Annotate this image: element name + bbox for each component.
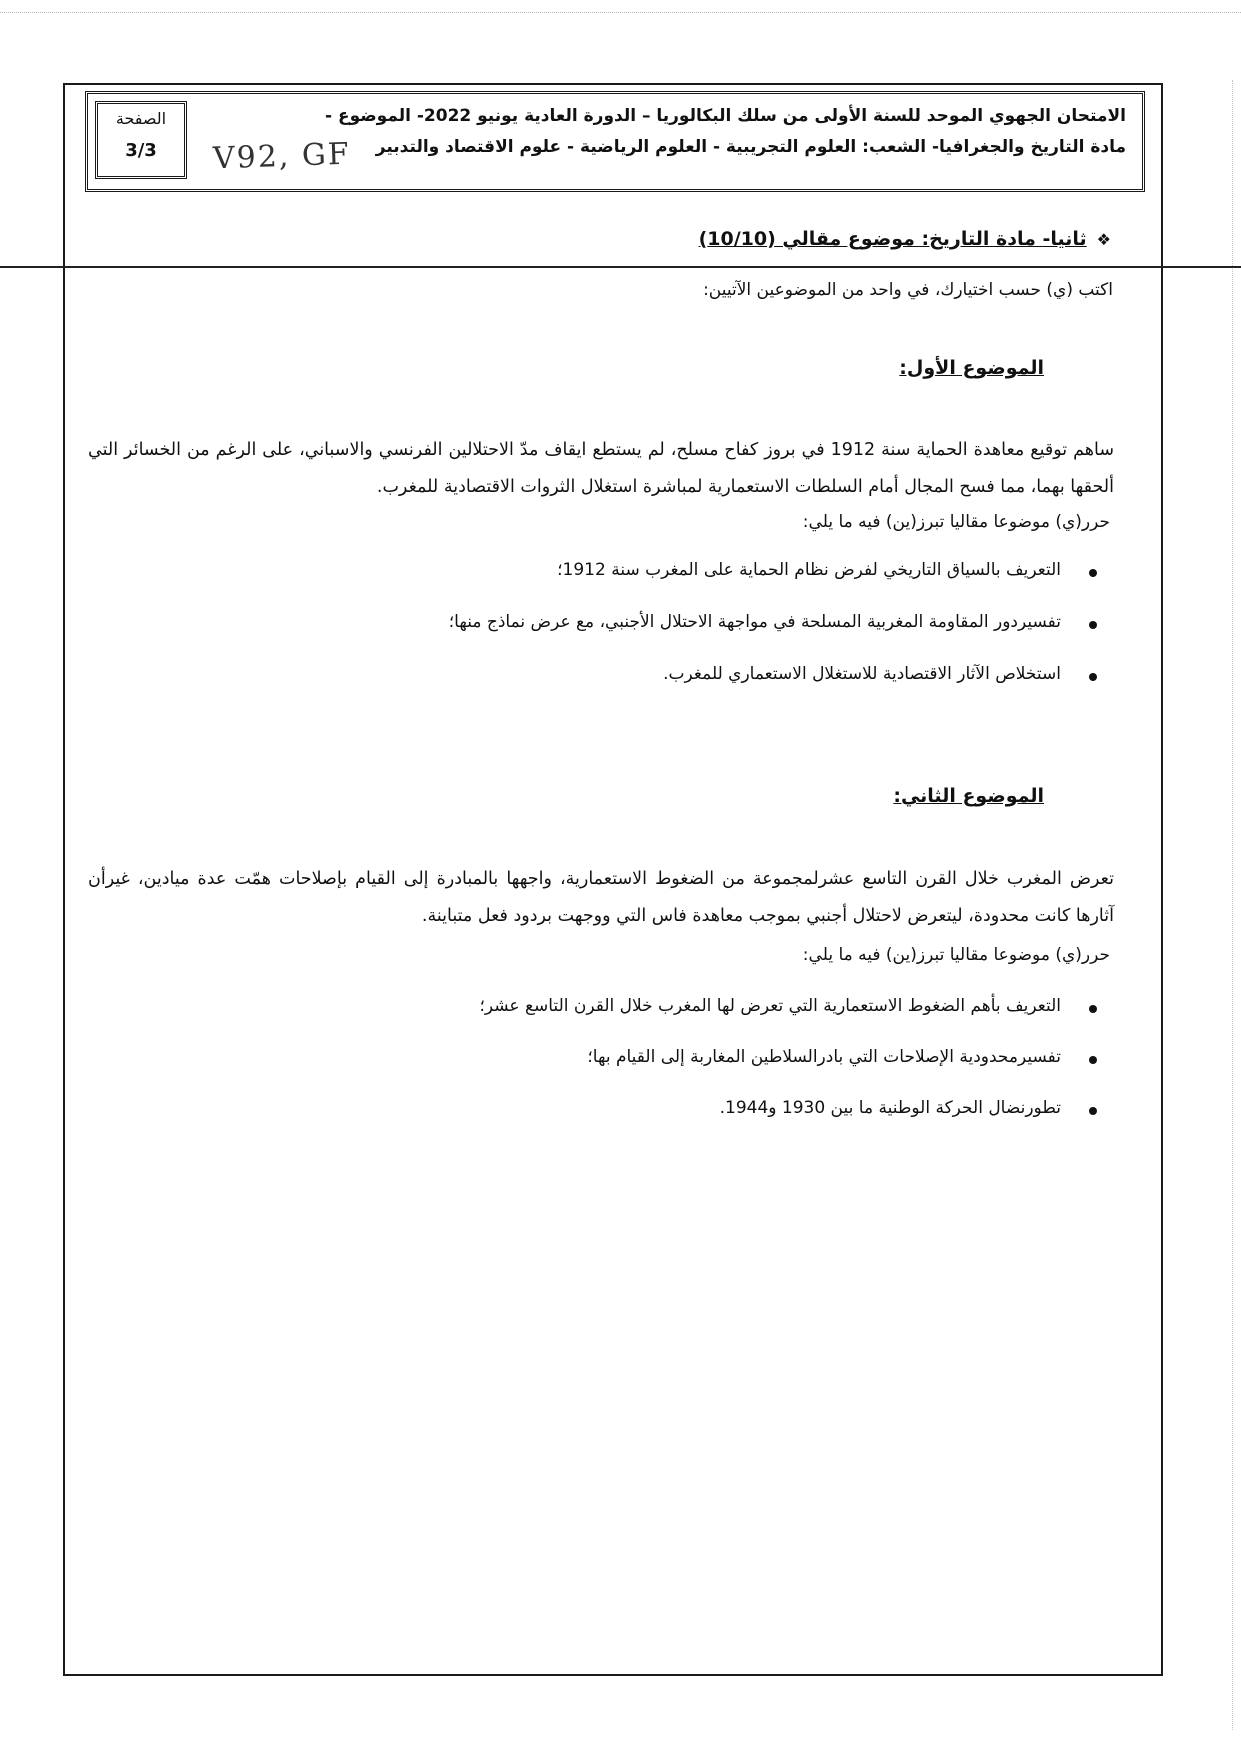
bullet-dot-icon [1089, 1005, 1097, 1013]
topic-2-prompt: حرر(ي) موضوعا مقاليا تبرز(ين) فيه ما يلي: [802, 945, 1110, 965]
list-item [449, 560, 1061, 612]
diamond-bullet-icon: ❖ [1096, 230, 1111, 249]
topic-1-prompt: حرر(ي) موضوعا مقاليا تبرز(ين) فيه ما يلي: [802, 512, 1110, 532]
bullet-dot-icon [1089, 1056, 1097, 1064]
handwritten-code: V92, GF [212, 136, 352, 177]
page-label: الصفحة [115, 109, 167, 128]
section-title-text: ثانيا- مادة التاريخ: موضوع مقالي (10/10) [698, 228, 1087, 250]
topic-2-paragraph: تعرض المغرب خلال القرن التاسع عشرلمجموعة من الضغوط الاستعمارية، واجهها بالمبادرة إلى القيام بإصلاحات همّت عدة ميادين، غيرأن آثارها كانت محدودة، ليتعرض لاحتلال أجنبي بموجب معاهدة فاس التي ووجهت بردود فعل متباينة. [88, 869, 1114, 926]
header-line-2: مادة التاريخ والجغرافيا- الشعب: العلوم التجريبية - العلوم الرياضية - علوم الاقتصاد والتدبير [375, 137, 1126, 157]
topic-2-bullets [479, 996, 1061, 1149]
page-number: 3/3 [125, 140, 157, 161]
bullet-dot-icon [1089, 621, 1097, 629]
bullet-dot-icon [1089, 569, 1097, 577]
list-item [449, 612, 1061, 664]
list-item [479, 996, 1061, 1047]
topic-1-paragraph: ساهم توقيع معاهدة الحماية سنة 1912 في بروز كفاح مسلح، لم يستطع ايقاف مدّ الاحتلالين الفرنسي والاسباني، على الرغم من الخسائر التي ألحقها بهما، مما فسح المجال أمام السلطات الاستعمارية لمباشرة استغلال الثروات الاقتصادية للمغرب. [88, 440, 1114, 497]
topic-2-title: الموضوع الثاني: [893, 785, 1044, 807]
bullet-dot-icon [1089, 673, 1097, 681]
list-item-text: استخلاص الآثار الاقتصادية للاستغلال الاستعماري للمغرب. [663, 664, 1061, 684]
bullet-dot-icon [1089, 1107, 1097, 1115]
list-item-text: تطورنضال الحركة الوطنية ما بين 1930 و1944. [719, 1098, 1061, 1118]
topic-1-bullets [449, 560, 1061, 716]
header-line-1: الامتحان الجهوي الموحد للسنة الأولى من سلك البكالوريا – الدورة العادية يونيو 2022- الموضوع - [324, 106, 1126, 126]
list-item-text: التعريف بالسياق التاريخي لفرض نظام الحماية على المغرب سنة 1912؛ [557, 560, 1061, 580]
section-title [699, 228, 1111, 250]
instruction-text: اكتب (ي) حسب اختيارك، في واحد من الموضوعين الآتيين: [703, 280, 1113, 300]
page-number-box [95, 101, 187, 179]
list-item-text: التعريف بأهم الضغوط الاستعمارية التي تعرض لها المغرب خلال القرن التاسع عشر؛ [479, 996, 1061, 1016]
list-item [449, 664, 1061, 716]
list-item [479, 1047, 1061, 1098]
scan-top-border [0, 0, 1241, 13]
list-item [479, 1098, 1061, 1149]
topic-1-title: الموضوع الأول: [899, 357, 1044, 379]
list-item-text: تفسيردور المقاومة المغربية المسلحة في مواجهة الاحتلال الأجنبي، مع عرض نماذج منها؛ [448, 612, 1061, 632]
scan-right-border [1232, 80, 1233, 1730]
list-item-text: تفسيرمحدودية الإصلاحات التي بادرالسلاطين المغاربة إلى القيام بها؛ [587, 1047, 1061, 1067]
strike-through-line [0, 266, 1241, 268]
exam-header [85, 91, 1145, 192]
